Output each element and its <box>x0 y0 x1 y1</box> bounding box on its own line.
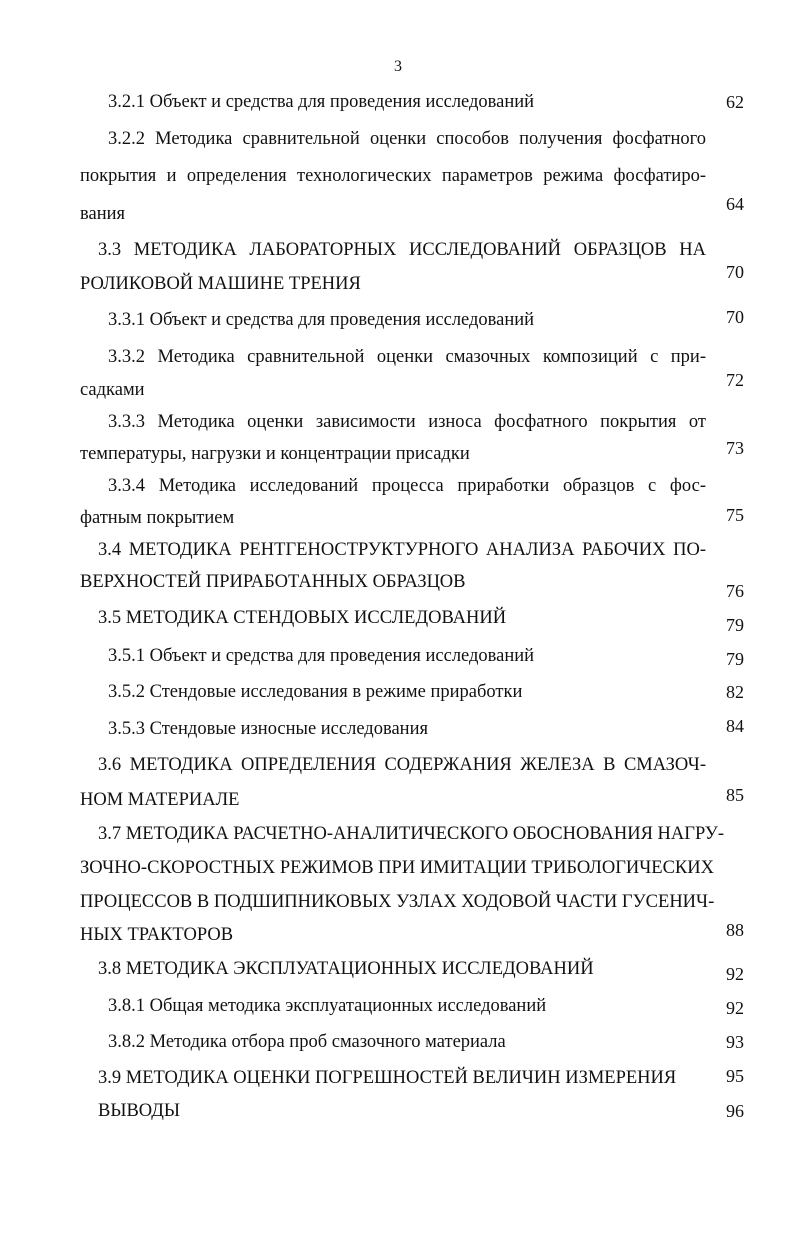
toc-line: 3.5.1 Объект и средства для проведения исследований <box>108 646 535 666</box>
toc-line: температуры, нагрузки и концентрации присадки <box>80 444 470 464</box>
toc-page-number: 92 <box>726 998 744 1018</box>
toc-line: ПРОЦЕССОВ В ПОДШИПНИКОВЫХ УЗЛАХ ХОДОВОЙ ЧАСТИ ГУСЕНИЧ- <box>80 892 715 912</box>
toc-line: 3.6 МЕТОДИКА ОПРЕДЕЛЕНИЯ СОДЕРЖАНИЯ ЖЕЛЕЗА В СМАЗОЧ- <box>98 755 706 775</box>
toc-line: 3.4 МЕТОДИКА РЕНТГЕНОСТРУКТУРНОГО АНАЛИЗА РАБОЧИХ ПО- <box>98 540 706 560</box>
toc-line: 3.3.3 Методика оценки зависимости износа фосфатного покрытия от <box>108 412 706 432</box>
toc-line: НОМ МАТЕРИАЛЕ <box>80 790 240 810</box>
toc-page-number: 73 <box>726 438 744 458</box>
toc-line: 3.2.1 Объект и средства для проведения исследований <box>108 92 535 112</box>
toc-page-number: 93 <box>726 1032 744 1052</box>
toc-page-number: 75 <box>726 505 744 525</box>
toc-line: садками <box>80 380 145 400</box>
toc-line: 3.5.2 Стендовые исследования в режиме приработки <box>108 682 523 702</box>
toc-line: вания <box>80 204 126 224</box>
page-number: 3 <box>394 58 402 75</box>
toc-line: 3.3 МЕТОДИКА ЛАБОРАТОРНЫХ ИССЛЕДОВАНИЙ ОБРАЗЦОВ НА <box>98 240 706 260</box>
toc-page-number: 76 <box>726 581 744 601</box>
toc-line: 3.8.2 Методика отбора проб смазочного материала <box>108 1032 506 1052</box>
toc-page-number: 70 <box>726 262 744 282</box>
toc-page-number: 70 <box>726 307 744 327</box>
toc-page-number: 96 <box>726 1101 744 1121</box>
toc-line: РОЛИКОВОЙ МАШИНЕ ТРЕНИЯ <box>80 274 361 294</box>
toc-line: 3.3.1 Объект и средства для проведения исследований <box>108 310 535 330</box>
toc-line: 3.3.4 Методика исследований процесса приработки образцов с фос- <box>108 476 706 496</box>
toc-line: 3.5 МЕТОДИКА СТЕНДОВЫХ ИССЛЕДОВАНИЙ <box>98 608 507 628</box>
toc-page-number: 85 <box>726 785 744 805</box>
toc-page-number: 79 <box>726 649 744 669</box>
toc-page-number: 88 <box>726 920 744 940</box>
toc-line: 3.8 МЕТОДИКА ЭКСПЛУАТАЦИОННЫХ ИССЛЕДОВАНИЙ <box>98 959 594 979</box>
toc-page-number: 62 <box>726 92 744 112</box>
toc-line: 3.2.2 Методика сравнительной оценки способов получения фосфатного <box>108 129 706 149</box>
toc-page-number: 82 <box>726 682 744 702</box>
toc-page-number: 64 <box>726 194 744 214</box>
toc-line: ЗОЧНО-СКОРОСТНЫХ РЕЖИМОВ ПРИ ИМИТАЦИИ ТРИБОЛОГИЧЕСКИХ <box>80 858 714 878</box>
toc-line: 3.5.3 Стендовые износные исследования <box>108 719 428 739</box>
toc-line: НЫХ ТРАКТОРОВ <box>80 925 234 945</box>
toc-page-number: 84 <box>726 716 744 736</box>
toc-line: 3.9 МЕТОДИКА ОЦЕНКИ ПОГРЕШНОСТЕЙ ВЕЛИЧИН ИЗМЕРЕНИЯ <box>98 1068 677 1088</box>
toc-line: ВЕРХНОСТЕЙ ПРИРАБОТАННЫХ ОБРАЗЦОВ <box>80 572 466 592</box>
toc-line: 3.7 МЕТОДИКА РАСЧЕТНО-АНАЛИТИЧЕСКОГО ОБОСНОВАНИЯ НАГРУ- <box>98 824 725 844</box>
toc-line: 3.8.1 Общая методика эксплуатационных исследований <box>108 996 547 1016</box>
toc-page-number: 79 <box>726 615 744 635</box>
toc-line: фатным покрытием <box>80 508 235 528</box>
toc-page-number: 95 <box>726 1066 744 1086</box>
toc-page-number: 72 <box>726 370 744 390</box>
toc-line: 3.3.2 Методика сравнительной оценки смазочных композиций с при- <box>108 347 706 367</box>
toc-line: ВЫВОДЫ <box>98 1101 181 1121</box>
toc-line: покрытия и определения технологических параметров режима фосфатиро- <box>80 166 706 186</box>
toc-page-number: 92 <box>726 964 744 984</box>
